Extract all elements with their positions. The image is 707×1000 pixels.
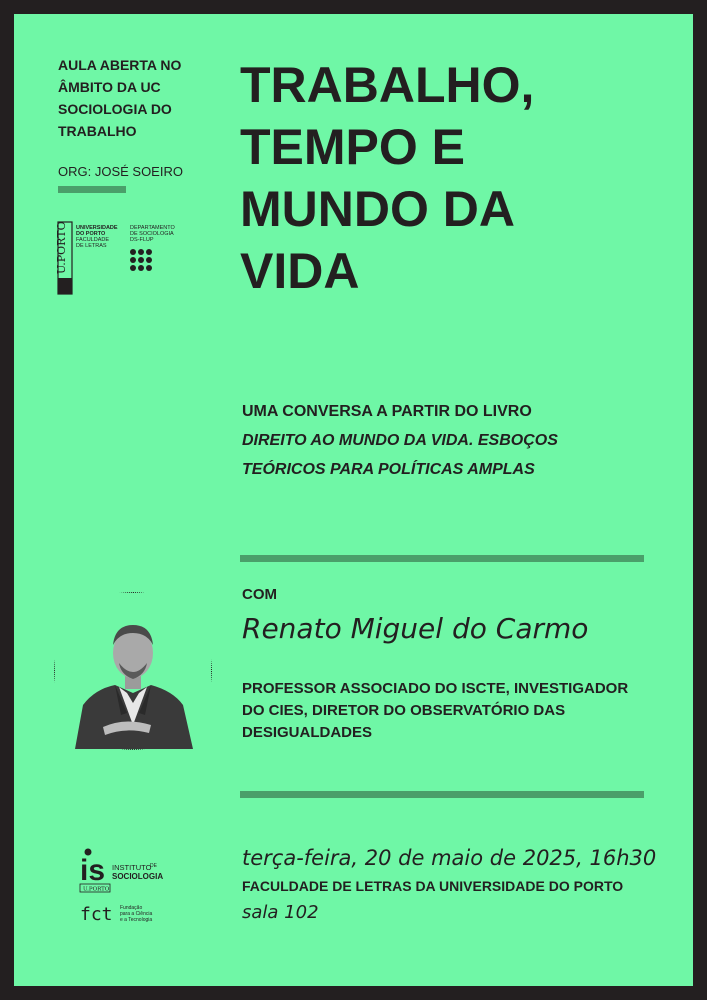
main-title bbox=[240, 54, 680, 302]
organizer: ORG: JOSÉ SOEIRO bbox=[58, 164, 183, 179]
uporto-mark: U.PORTO bbox=[55, 221, 68, 274]
subtitle bbox=[242, 397, 662, 484]
fct-logo bbox=[80, 900, 200, 928]
poster bbox=[14, 14, 693, 986]
event-date: terça-feira, 20 de maio de 2025, 16h30 bbox=[242, 846, 657, 870]
role-line: DESIGUALDADES bbox=[242, 724, 373, 741]
dept-line: DE SOCIOLOGIA bbox=[130, 231, 174, 237]
uporto-line: DE LETRAS bbox=[76, 243, 107, 249]
title-line: TEMPO E bbox=[240, 119, 466, 175]
instituto-sociologia-logo bbox=[80, 846, 200, 894]
is-mark: is bbox=[80, 854, 106, 887]
dept-dots-icon bbox=[130, 249, 152, 271]
title-line: TRABALHO, bbox=[240, 57, 535, 113]
uporto-logo bbox=[55, 221, 218, 302]
divider-small bbox=[58, 186, 126, 193]
uporto-line: UNIVERSIDADE bbox=[76, 225, 118, 231]
book-title-line: TEÓRICOS PARA POLÍTICAS AMPLAS bbox=[242, 461, 535, 478]
divider-bottom bbox=[240, 791, 644, 798]
event-venue: FACULDADE DE LETRAS DA UNIVERSIDADE DO PORTO bbox=[242, 878, 624, 894]
title-line: MUNDO DA bbox=[240, 181, 515, 237]
speaker-name: Renato Miguel do Carmo bbox=[242, 612, 589, 645]
intro-line: ÂMBITO DA UC bbox=[58, 79, 161, 95]
fct-line: para a Ciência bbox=[120, 911, 153, 917]
dept-line: DS-FLUP bbox=[130, 237, 154, 243]
intro-line: TRABALHO bbox=[58, 123, 137, 139]
with-label: COM bbox=[242, 586, 277, 603]
is-line: SOCIOLOGIA bbox=[112, 872, 164, 881]
fct-line: Fundação bbox=[120, 905, 143, 911]
speaker-portrait-image bbox=[55, 593, 211, 749]
is-sub: U.PORTO bbox=[83, 886, 110, 893]
intro-line: AULA ABERTA NO bbox=[58, 57, 182, 73]
is-de: DE bbox=[150, 863, 157, 869]
book-title-line: DIREITO AO MUNDO DA VIDA. ESBOÇOS bbox=[242, 432, 558, 449]
intro-line: SOCIOLOGIA DO bbox=[58, 101, 172, 117]
uporto-mark-block bbox=[58, 278, 72, 294]
role-line: PROFESSOR ASSOCIADO DO ISCTE, INVESTIGADOR bbox=[242, 680, 629, 697]
speaker-role bbox=[242, 678, 652, 744]
divider-top bbox=[240, 555, 644, 562]
is-line: INSTITUTO bbox=[112, 863, 152, 872]
fct-mark: fct bbox=[80, 904, 113, 925]
title-line: VIDA bbox=[240, 243, 360, 299]
event-room: sala 102 bbox=[242, 902, 319, 923]
fct-line: e a Tecnologia bbox=[120, 917, 153, 923]
course-intro bbox=[58, 54, 198, 142]
speaker-photo bbox=[54, 592, 212, 750]
dept-line: DEPARTAMENTO bbox=[130, 225, 175, 231]
uporto-line: FACULDADE bbox=[76, 237, 110, 243]
uporto-line: DO PORTO bbox=[76, 231, 106, 237]
subtitle-line: UMA CONVERSA A PARTIR DO LIVRO bbox=[242, 403, 532, 420]
role-line: DO CIES, DIRETOR DO OBSERVATÓRIO DAS bbox=[242, 702, 566, 719]
